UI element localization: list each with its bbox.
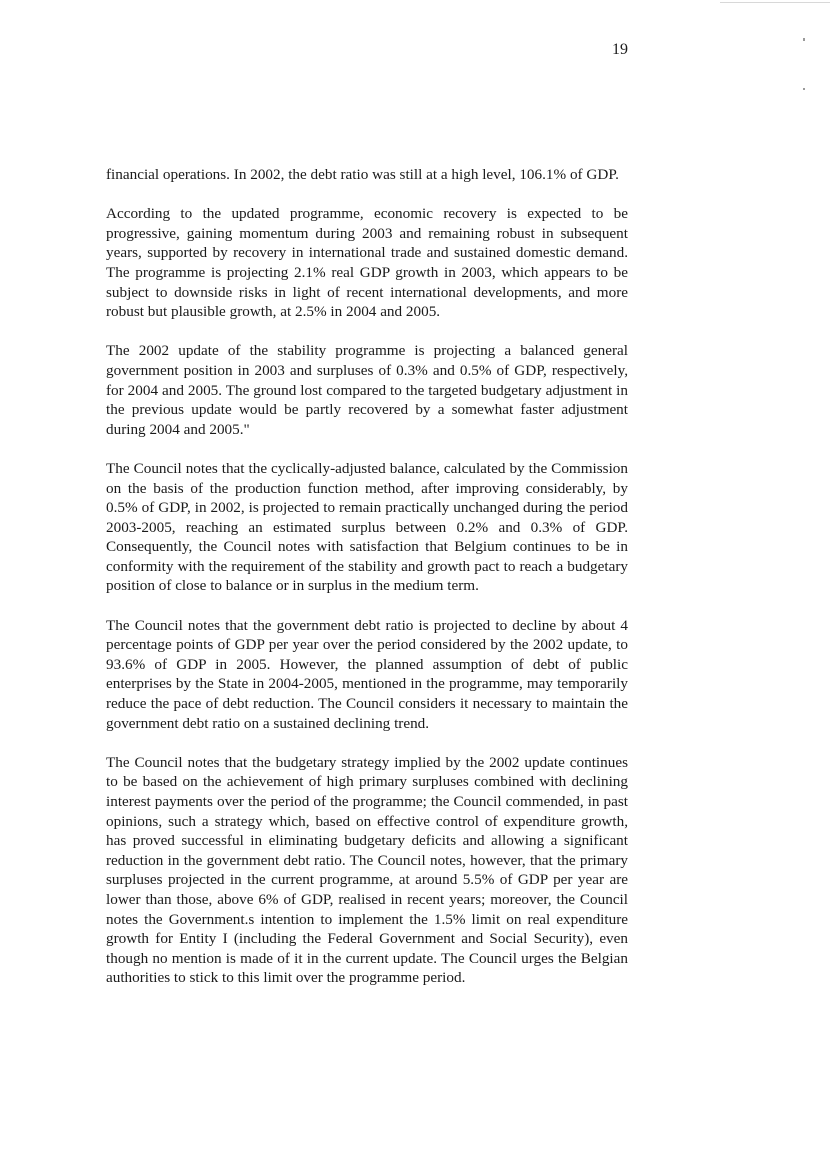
- scan-edge-line: [720, 2, 830, 3]
- scan-speck: [803, 38, 805, 41]
- paragraph: The Council notes that the cyclically-adjusted balance, calculated by the Commission on the basis of the production function method, after improving considerably, by 0.5% of GDP, in 2002, is projected to remain practically unchanged during the period 2003-2005, reaching an estimated surplus between 0.2% and 0.3% of GDP. Consequently, the Council notes with satisfaction that Belgium continues to be in conformity with the requirement of the stability and growth pact to reach a budgetary position of close to balance or in surplus in the medium term.: [106, 459, 628, 595]
- page-number: 19: [612, 41, 628, 58]
- scan-speck: [803, 88, 805, 90]
- paragraph: According to the updated programme, economic recovery is expected to be progressive, gaining momentum during 2003 and remaining robust in subsequent years, supported by recovery in international trade and sustained domestic demand. The programme is projecting 2.1% real GDP growth in 2003, which appears to be subject to downside risks in light of recent international developments, and more robust but plausible growth, at 2.5% in 2004 and 2005.: [106, 205, 628, 321]
- paragraph: The Council notes that the government debt ratio is projected to decline by about 4 percentage points of GDP per year over the period considered by the 2002 update, to 93.6% of GDP in 2005. However, the planned assumption of debt of public enterprises by the State in 2004-2005, mentioned in the programme, may temporarily reduce the pace of debt reduction. The Council considers it necessary to maintain the government debt ratio on a sustained declining trend.: [106, 616, 628, 732]
- paragraph: financial operations. In 2002, the debt ratio was still at a high level, 106.1% of GDP.: [106, 166, 619, 183]
- paragraph: The Council notes that the budgetary strategy implied by the 2002 update continues to be based on the achievement of high primary surpluses combined with declining interest payments over the period of the programme; the Council commended, in past opinions, such a strategy which, based on effective control of expenditure growth, has proved successful in eliminating budgetary deficits and allowing a significant reduction in the government debt ratio. The Council notes, however, that the primary surpluses projected in the current programme, at around 5.5% of GDP per year are lower than those, above 6% of GDP, realised in recent years; moreover, the Council notes the Government.s intention to implement the 1.5% limit on real expenditure growth for Entity I (including the Federal Government and Social Security), even though no mention is made of it in the current update. The Council urges the Belgian authorities to stick to this limit over the programme period.: [106, 753, 628, 987]
- paragraph: The 2002 update of the stability programme is projecting a balanced general government position in 2003 and surpluses of 0.3% and 0.5% of GDP, respectively, for 2004 and 2005. The ground lost compared to the targeted budgetary adjustment in the previous update would be partly recovered by a somewhat faster adjustment during 2004 and 2005.": [106, 342, 628, 438]
- body-text: [106, 165, 628, 988]
